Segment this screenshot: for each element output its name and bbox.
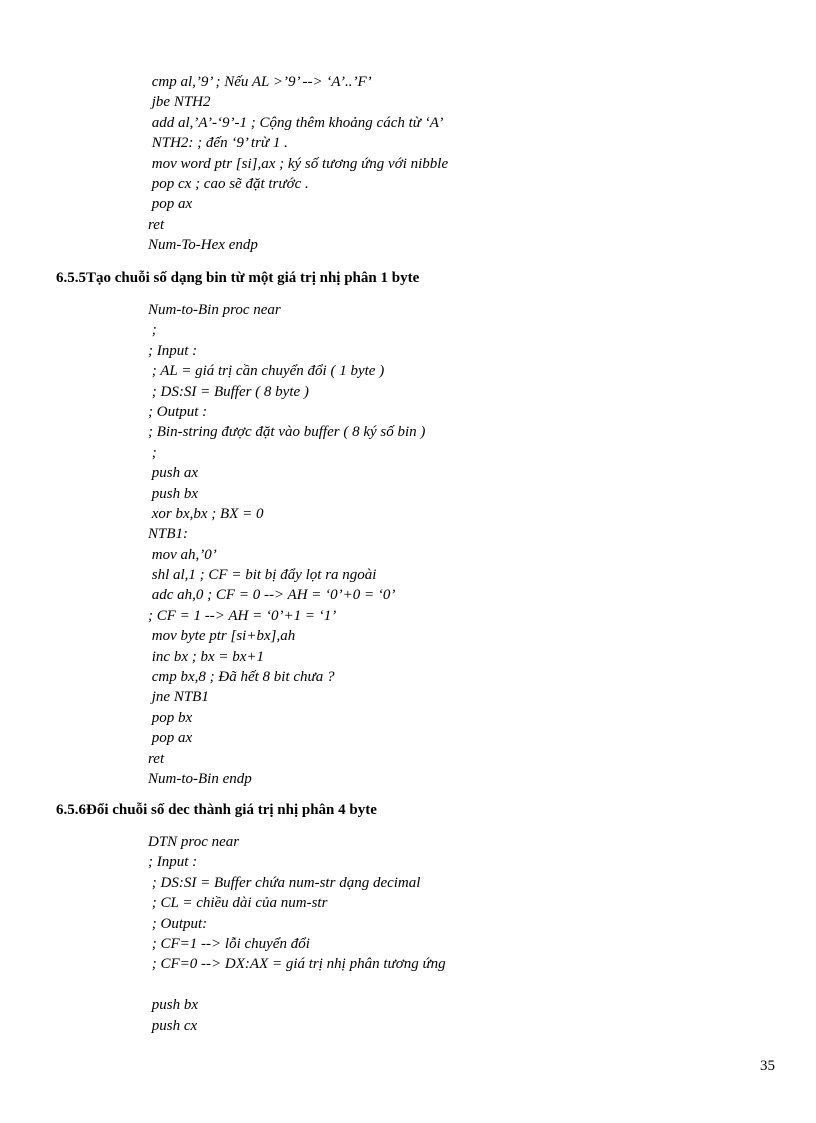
code-line: xor bx,bx ; BX = 0 — [148, 505, 264, 522]
code-line: ; Input : — [148, 342, 198, 359]
code-line: ; DS:SI = Buffer ( 8 byte ) — [148, 383, 309, 400]
code-block-num-to-bin — [148, 300, 425, 789]
code-block-num-to-hex-end — [148, 72, 448, 256]
code-line: cmp bx,8 ; Đã hết 8 bit chưa ? — [148, 669, 335, 686]
code-line: cmp al,’9’ ; Nếu AL >’9’ --> ‘A’..’F’ — [148, 74, 372, 90]
section-heading-6-5-6: 6.5.6Đổi chuỗi số dec thành giá trị nhị phân 4 byte — [56, 802, 377, 818]
code-line: pop cx ; cao sẽ đặt trước . — [148, 175, 309, 192]
code-line: ; CF = 1 --> AH = ‘0’+1 = ‘1’ — [148, 607, 337, 624]
code-line: mov byte ptr [si+bx],ah — [148, 628, 296, 645]
code-line: mov ah,’0’ — [148, 546, 217, 563]
code-line: ; — [148, 444, 157, 461]
code-line: push bx — [148, 997, 198, 1014]
code-line: ; — [148, 322, 157, 339]
code-line: push ax — [148, 465, 198, 482]
code-line: pop bx — [148, 709, 193, 726]
code-line: Num-to-Bin proc near — [148, 302, 281, 318]
section-heading-6-5-5: 6.5.5Tạo chuỗi số dạng bin từ một giá trị nhị phân 1 byte — [56, 270, 420, 286]
code-line: ; DS:SI = Buffer chứa num-str dạng decimal — [148, 874, 421, 891]
code-line: NTH2: ; đến ‘9’ trừ 1 . — [148, 135, 288, 152]
code-line: ret — [148, 750, 165, 767]
code-line: mov word ptr [si],ax ; ký số tương ứng với nibble — [148, 155, 449, 172]
code-line: Num-to-Bin endp — [148, 770, 252, 787]
code-line-blank — [148, 975, 446, 995]
code-line: ; Input : — [148, 854, 198, 871]
code-line: ; Output : — [148, 403, 208, 420]
code-line: inc bx ; bx = bx+1 — [148, 648, 265, 665]
code-line: DTN proc near — [148, 834, 240, 850]
code-line: ret — [148, 216, 165, 233]
code-line: pop ax — [148, 730, 193, 747]
code-line: ; CF=0 --> DX:AX = giá trị nhị phân tương ứng — [148, 956, 446, 973]
code-line: push bx — [148, 485, 198, 502]
code-line: add al,’A’-‘9’-1 ; Cộng thêm khoảng cách từ ‘A’ — [148, 114, 444, 131]
code-line: adc ah,0 ; CF = 0 --> AH = ‘0’+0 = ‘0’ — [148, 587, 396, 604]
code-block-dtn — [148, 832, 446, 1036]
code-line: ; CF=1 --> lỗi chuyển đổi — [148, 935, 310, 952]
code-line: pop ax — [148, 196, 193, 213]
code-line: ; CL = chiều dài của num-str — [148, 895, 328, 912]
code-line: jne NTB1 — [148, 689, 209, 706]
code-line: ; Output: — [148, 915, 208, 932]
code-line: ; Bin-string được đặt vào buffer ( 8 ký số bin ) — [148, 424, 426, 441]
code-line: shl al,1 ; CF = bit bị đẩy lọt ra ngoài — [148, 567, 377, 584]
code-line: NTB1: — [148, 526, 189, 543]
code-line: push cx — [148, 1017, 198, 1034]
page-number: 35 — [760, 1058, 775, 1074]
code-line: Num-To-Hex endp — [148, 237, 258, 254]
code-line: jbe NTH2 — [148, 94, 211, 111]
code-line: ; AL = giá trị cần chuyển đổi ( 1 byte ) — [148, 363, 385, 380]
